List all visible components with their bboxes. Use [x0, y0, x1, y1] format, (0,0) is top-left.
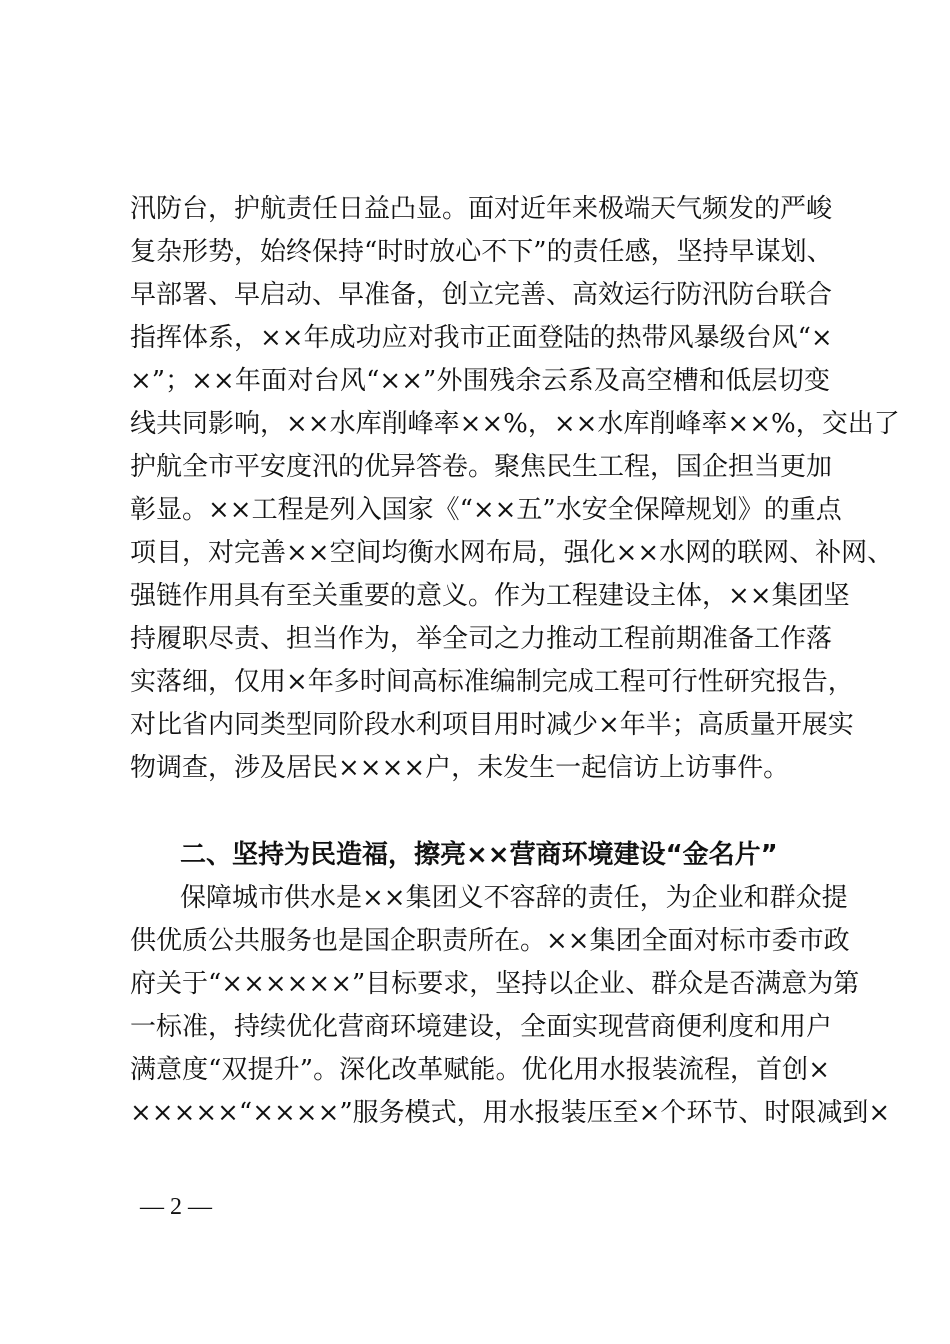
paragraph-1-line-12: 实落细，仅用×年多时间高标准编制完成工程可行性研究报告，: [130, 667, 854, 697]
paragraph-1-line-8: 彰显。××工程是列入国家《“××五”水安全保障规划》的重点: [130, 495, 842, 525]
paragraph-1-line-3: 早部署、早启动、早准备，创立完善、高效运行防汛防台联合: [130, 280, 833, 310]
paragraph-1-line-2: 复杂形势，始终保持“时时放心不下”的责任感，坚持早谋划、: [130, 237, 833, 267]
paragraph-1-line-6: 线共同影响，××水库削峰率××%，××水库削峰率××%，交出了: [130, 409, 900, 439]
section-heading: 二、坚持为民造福，擦亮××营商环境建设“金名片”: [180, 840, 778, 870]
paragraph-2-line-1: 保障城市供水是××集团义不容辞的责任，为企业和群众提: [180, 883, 848, 913]
paragraph-1-line-7: 护航全市平安度汛的优异答卷。聚焦民生工程，国企担当更加: [130, 452, 833, 482]
paragraph-2-line-6: ×××××“××××”服务模式，用水报装压至×个环节、时限减到×: [130, 1098, 891, 1128]
paragraph-1-line-13: 对比省内同类型同阶段水利项目用时减少×年半；高质量开展实: [130, 710, 854, 740]
page-number: — 2 —: [140, 1194, 212, 1220]
paragraph-1-line-5: ×”；××年面对台风“××”外围残余云系及高空槽和低层切变: [130, 366, 830, 396]
paragraph-1-line-9: 项目，对完善××空间均衡水网布局，强化××水网的联网、补网、: [130, 538, 894, 568]
paragraph-2-line-4: 一标准，持续优化营商环境建设，全面实现营商便利度和用户: [130, 1012, 833, 1042]
paragraph-1-line-4: 指挥体系，××年成功应对我市正面登陆的热带风暴级台风“×: [130, 323, 833, 353]
paragraph-2-line-5: 满意度“双提升”。深化改革赋能。优化用水报装流程，首创×: [130, 1055, 830, 1085]
paragraph-1-line-1: 汛防台，护航责任日益凸显。面对近年来极端天气频发的严峻: [130, 194, 833, 224]
paragraph-2-line-2: 供优质公共服务也是国企职责所在。××集团全面对标市委市政: [130, 926, 850, 956]
paragraph-1-line-14: 物调查，涉及居民××××户，未发生一起信访上访事件。: [130, 753, 790, 783]
paragraph-1-line-10: 强链作用具有至关重要的意义。作为工程建设主体，××集团坚: [130, 581, 850, 611]
paragraph-2-line-3: 府关于“××××××”目标要求，坚持以企业、群众是否满意为第: [130, 969, 860, 999]
paragraph-1-line-11: 持履职尽责、担当作为，举全司之力推动工程前期准备工作落: [130, 624, 833, 654]
